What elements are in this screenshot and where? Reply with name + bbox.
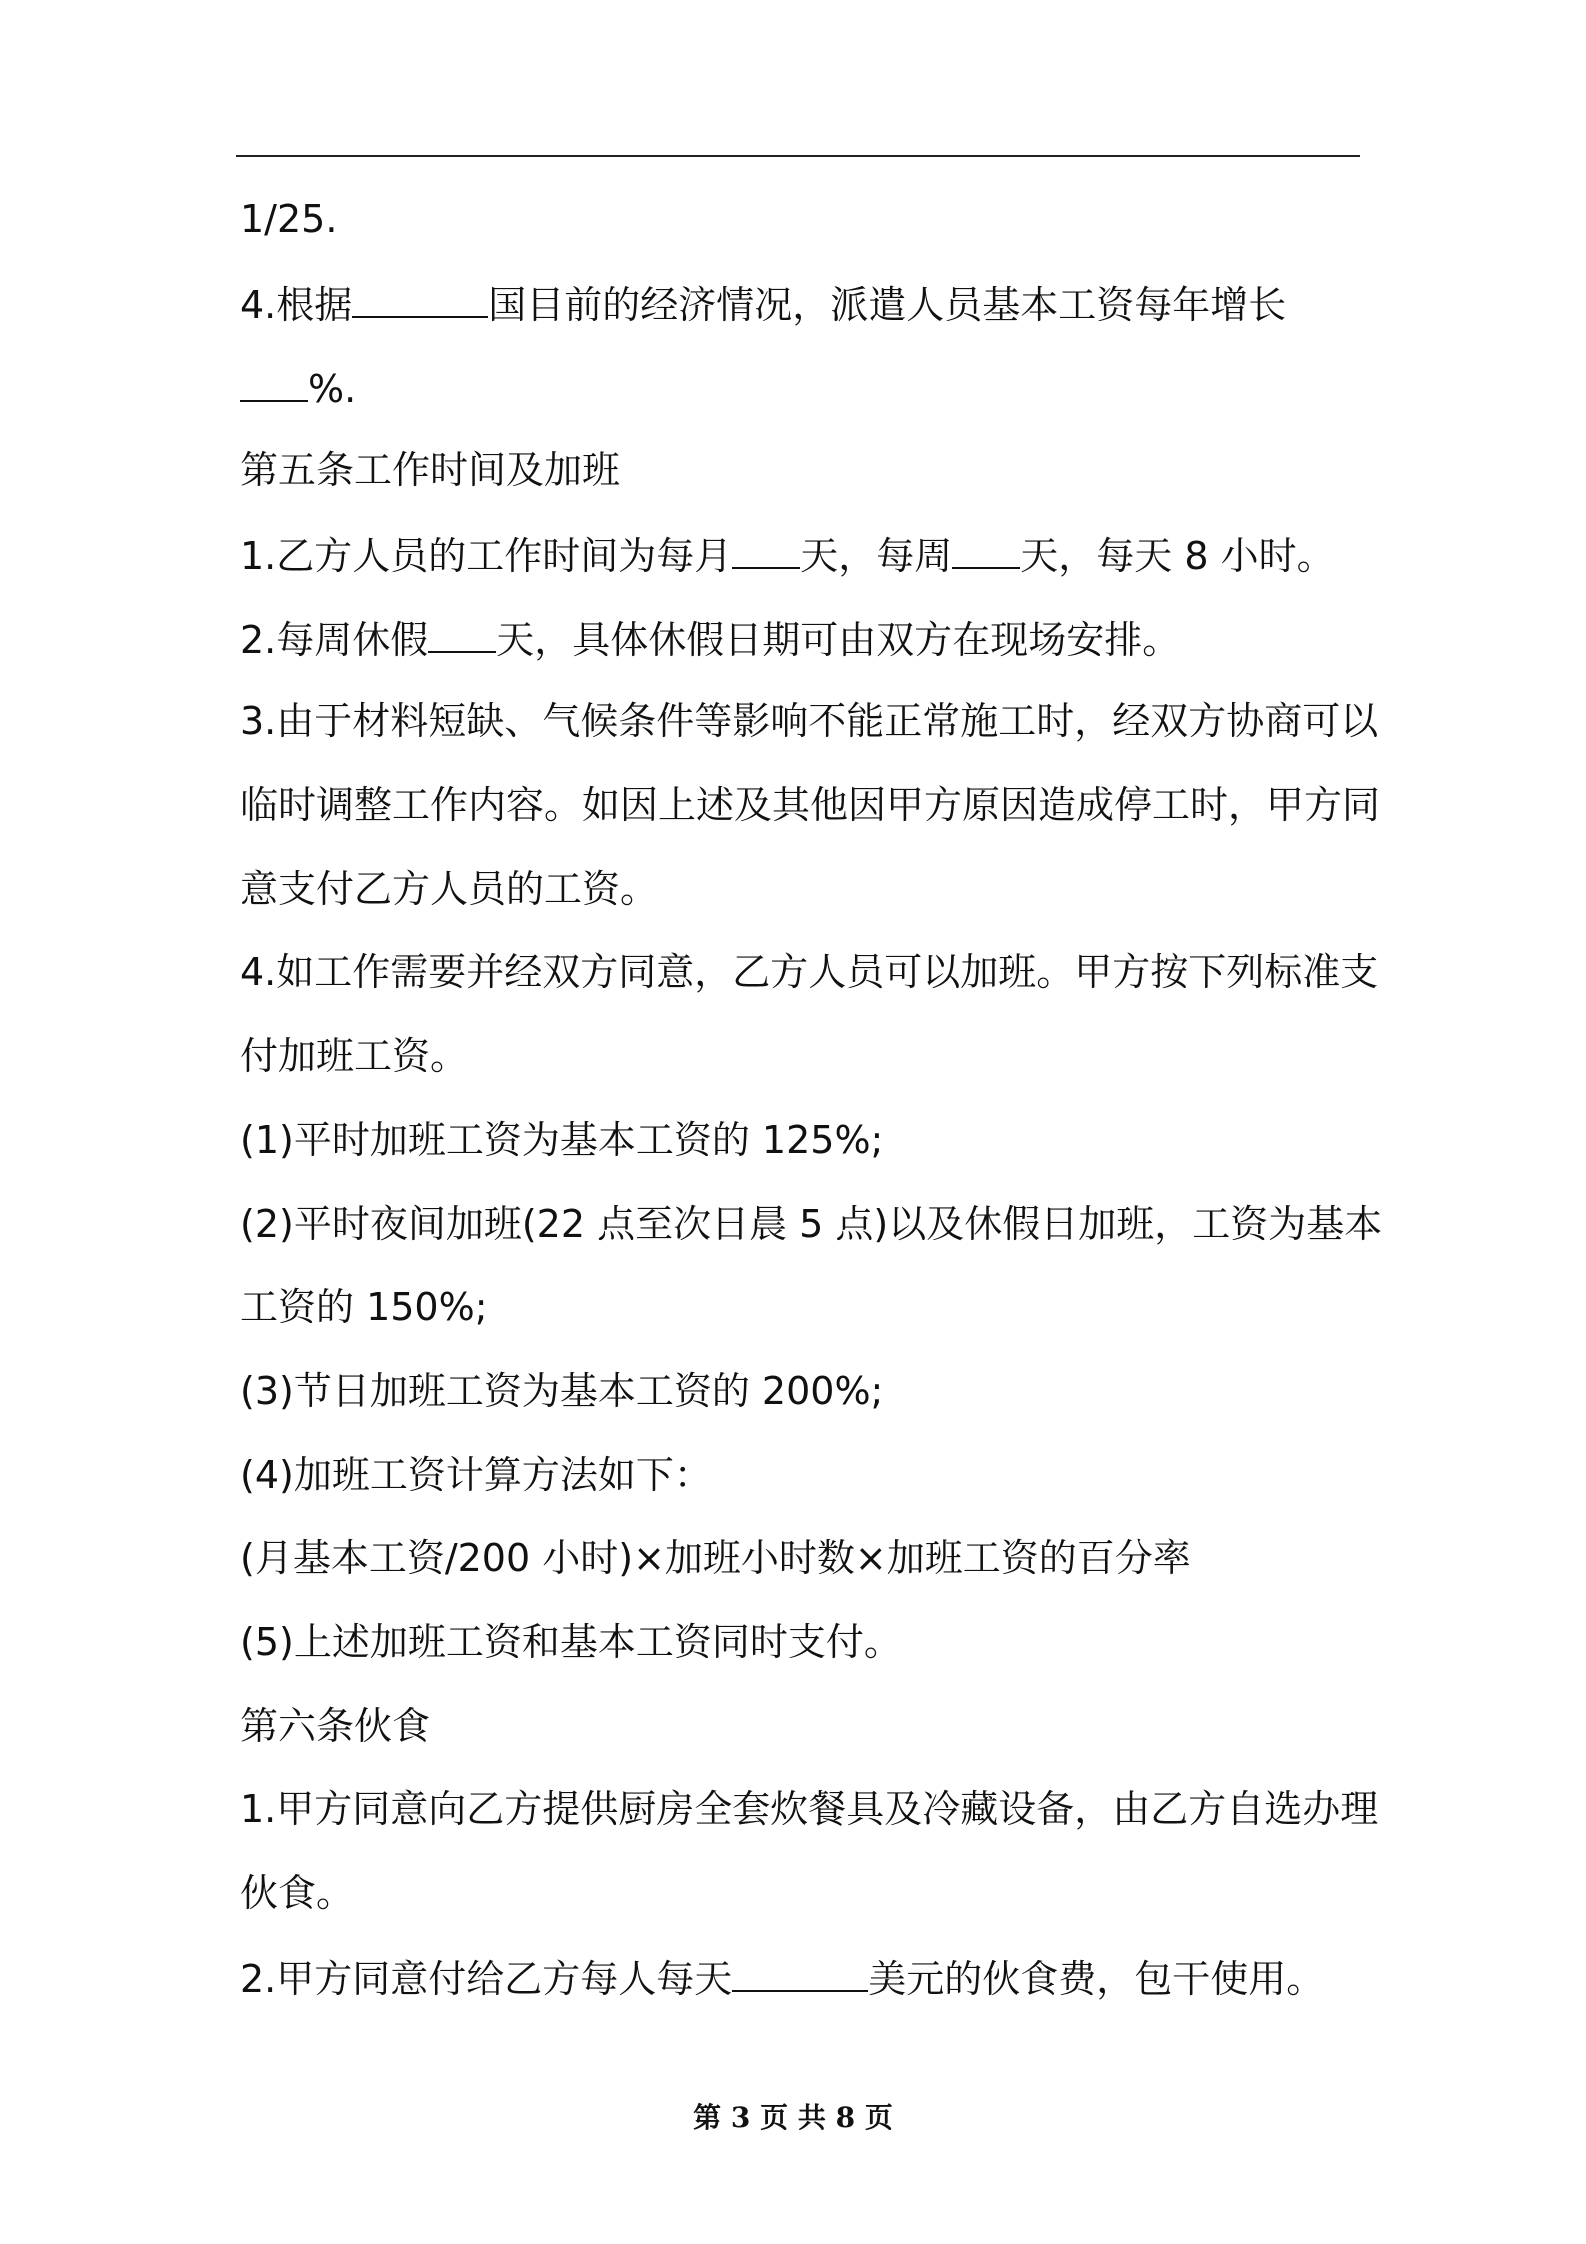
text-line: 4.如工作需要并经双方同意，乙方人员可以加班。甲方按下列标准支 [240,950,1379,994]
line-text: 1.乙方人员的工作时间为每月 [240,534,733,578]
line-text: 天，具体休假日期可由双方在现场安排。 [496,618,1181,662]
text-line: (5)上述加班工资和基本工资同时支付。 [240,1620,902,1664]
section-heading: 第六条伙食 [240,1704,431,1748]
line-text: 美元的伙食费，包干使用。 [868,1957,1325,2001]
text-line-with-blank [240,615,1180,661]
line-text: 天，每周 [800,534,953,578]
section-heading: 第五条工作时间及加班 [240,448,621,492]
text-line: 付加班工资。 [240,1034,469,1078]
text-line-with-blank [240,531,1335,577]
text-line: 1.甲方同意向乙方提供厨房全套炊餐具及冷藏设备，由乙方自选办理 [240,1787,1379,1831]
fill-in-blank [732,1954,868,1992]
text-line: 意支付乙方人员的工资。 [240,867,659,911]
line-text: 2.甲方同意付给乙方每人每天 [240,1957,733,2001]
text-line: 临时调整工作内容。如因上述及其他因甲方原因造成停工时，甲方同 [240,783,1381,827]
text-line-with-blank [240,1954,1324,2000]
fill-in-blank [352,280,488,318]
fill-in-blank [428,615,496,653]
text-line: 1/25. [240,197,338,241]
line-text: %. [308,367,357,411]
line-text: 天，每天 8 小时。 [1020,534,1335,578]
text-line: 工资的 150%; [240,1285,488,1329]
line-text: 2.每周休假 [240,618,429,662]
text-line: (3)节日加班工资为基本工资的 200%; [240,1369,884,1413]
page-number-footer: 第 3 页 共 8 页 [693,2101,893,2134]
line-text: 4.根据 [240,283,353,327]
text-line: (2)平时夜间加班(22 点至次日晨 5 点)以及休假日加班，工资为基本 [240,1202,1383,1246]
text-line: (1)平时加班工资为基本工资的 125%; [240,1118,884,1162]
text-line-with-blank [240,364,356,410]
text-line-with-blank [240,280,1286,326]
fill-in-blank [952,531,1020,569]
text-line: 伙食。 [240,1871,355,1915]
header-rule [236,155,1360,157]
formula-line: (月基本工资/200 小时)×加班小时数×加班工资的百分率 [240,1536,1191,1580]
fill-in-blank [732,531,800,569]
text-line: 3.由于材料短缺、气候条件等影响不能正常施工时，经双方协商可以 [240,699,1379,743]
line-text: 国目前的经济情况，派遣人员基本工资每年增长 [488,283,1287,327]
fill-in-blank [240,364,308,402]
text-line: (4)加班工资计算方法如下： [240,1453,712,1497]
